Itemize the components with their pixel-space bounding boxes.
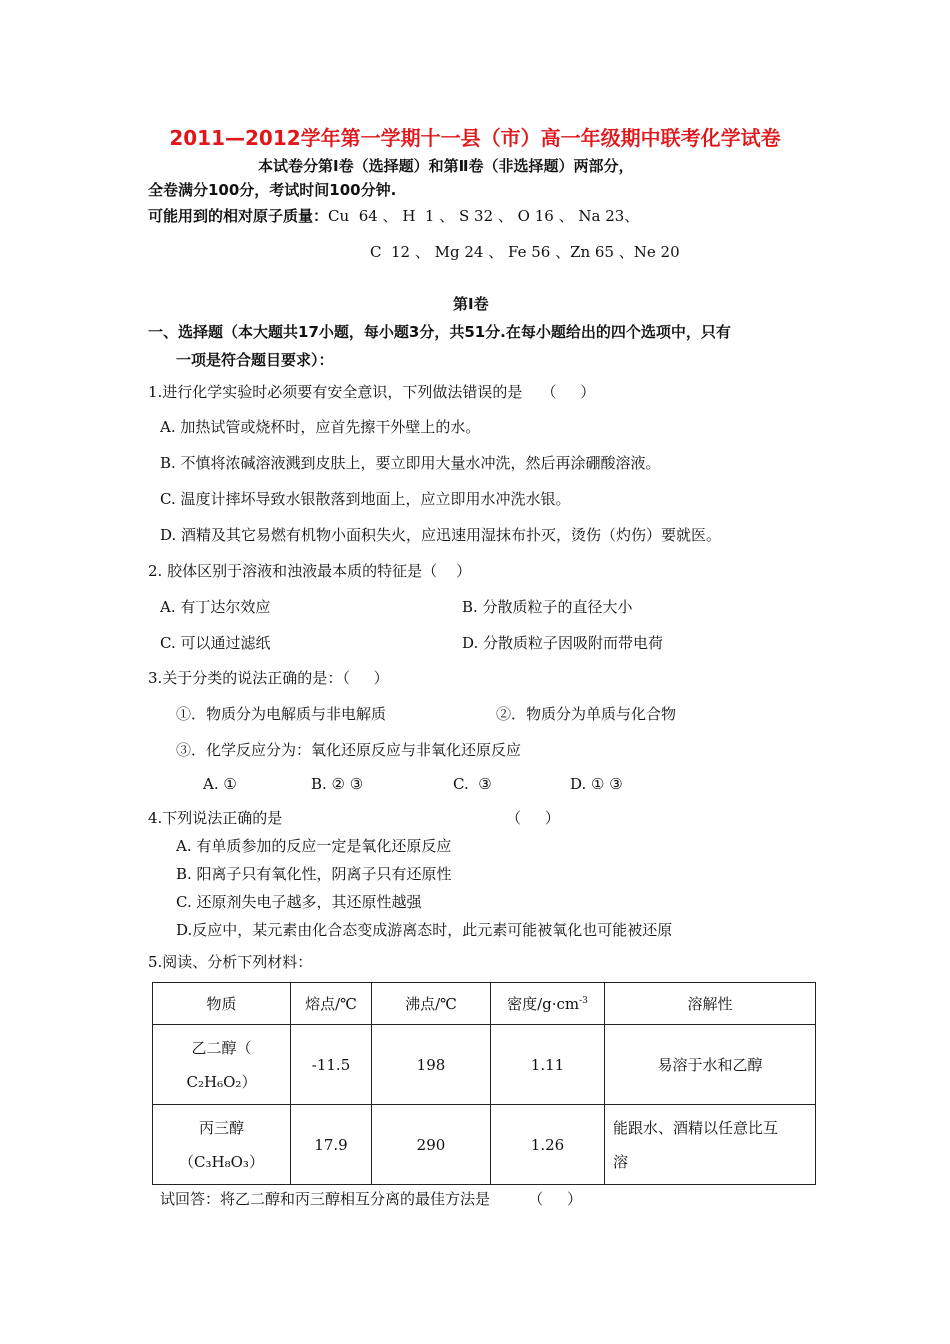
- row1-melting-point: -11.5: [291, 1025, 372, 1105]
- q4-answer-paren: （ ）: [506, 809, 560, 827]
- row1-substance-name: 乙二醇（: [191, 1038, 252, 1057]
- q2-option-d: D. 分散质粒子因吸附而带电荷: [462, 634, 664, 652]
- row2-density: 1.26: [491, 1105, 605, 1185]
- row1-substance-formula: C₂H₆O₂）: [186, 1072, 257, 1091]
- q4-option-c: C. 还原剂失电子越多，其还原性越强: [176, 893, 422, 911]
- q1-stem: 1.进行化学实验时必须要有安全意识，下列做法错误的是 （ ）: [148, 383, 596, 401]
- table-row: [153, 1105, 816, 1185]
- q3-stem: 3.关于分类的说法正确的是：（ ）: [148, 669, 389, 687]
- table-row: [153, 1025, 816, 1105]
- q2-option-a: A. 有丁达尔效应: [160, 598, 271, 616]
- row2-solubility-line-1: 能跟水、酒精以任意比互: [613, 1118, 779, 1137]
- atomic-masses-label: 可能用到的相对原子质量：: [148, 207, 329, 225]
- q1-option-c: C. 温度计摔坏导致水银散落到地面上，应立即用水冲洗水银。: [160, 490, 571, 508]
- header-melting-point: 熔点/℃: [291, 983, 372, 1025]
- exam-title: 2011—2012学年第一学期十一县（市）高一年级期中联考化学试卷: [169, 126, 781, 150]
- row2-substance-formula: （C₃H₈O₃）: [179, 1152, 264, 1171]
- q5-question: 试回答：将乙二醇和丙三醇相互分离的最佳方法是 （ ）: [160, 1190, 582, 1208]
- q3-statement-2: ②．物质分为单质与化合物: [496, 705, 677, 723]
- row2-solubility: [605, 1105, 816, 1185]
- q2-stem: 2. 胶体区别于溶液和浊液最本质的特征是（ ）: [148, 562, 472, 580]
- q1-option-d: D. 酒精及其它易燃有机物小面积失火，应迅速用湿抹布扑灭，烫伤（灼伤）要就医。: [160, 526, 722, 544]
- header-density-exponent: -3: [579, 996, 588, 1006]
- q3-statement-1: ①．物质分为电解质与非电解质: [176, 705, 387, 723]
- q2-option-b: B. 分散质粒子的直径大小: [462, 598, 633, 616]
- materials-table: [152, 982, 816, 1185]
- header-boiling-point: 沸点/℃: [372, 983, 491, 1025]
- q3-statement-3: ③．化学反应分为：氧化还原反应与非氧化还原反应: [176, 741, 522, 759]
- q4-option-d: D.反应中，某元素由化合态变成游离态时，此元素可能被氧化也可能被还原: [176, 921, 673, 939]
- q4-option-a: A. 有单质参加的反应一定是氧化还原反应: [176, 837, 452, 855]
- row2-melting-point: 17.9: [291, 1105, 372, 1185]
- header-solubility: 溶解性: [605, 983, 816, 1025]
- header-density-label: 密度/g·cm: [507, 995, 580, 1013]
- q4-stem: 4.下列说法正确的是: [148, 809, 283, 827]
- atomic-masses-line-2: C 12 、 Mg 24 、 Fe 56 、Zn 65 、Ne 20: [370, 243, 680, 261]
- q4-option-b: B. 阳离子只有氧化性，阴离子只有还原性: [176, 865, 452, 883]
- row1-solubility: 易溶于水和乙醇: [605, 1025, 816, 1105]
- part-instructions-line-2: 一项是符合题目要求）：: [176, 351, 334, 369]
- q2-option-c: C. 可以通过滤纸: [160, 634, 271, 652]
- q3-option-b: B. ② ③: [311, 775, 364, 793]
- section-title: 第Ⅰ卷: [453, 295, 489, 313]
- row2-substance-name: 丙三醇: [198, 1118, 244, 1137]
- row2-solubility-line-2: 溶: [613, 1152, 629, 1171]
- part-instructions-line-1: 一、选择题（本大题共17小题，每小题3分，共51分.在每小题给出的四个选项中，只有: [148, 323, 731, 341]
- q5-stem: 5.阅读、分析下列材料：: [148, 953, 313, 971]
- q3-option-a: A. ①: [203, 775, 237, 793]
- table-header-row: [153, 983, 816, 1025]
- row1-substance: [153, 1025, 291, 1105]
- q1-option-b: B. 不慎将浓碱溶液溅到皮肤上，要立即用大量水冲洗，然后再涂硼酸溶液。: [160, 454, 661, 472]
- row1-boiling-point: 198: [372, 1025, 491, 1105]
- atomic-masses-line-1: [148, 205, 639, 226]
- row2-substance: [153, 1105, 291, 1185]
- q3-option-c: C. ③: [453, 775, 492, 793]
- row1-density: 1.11: [491, 1025, 605, 1105]
- atomic-masses-values-1: Cu 64 、 H 1 、 S 32 、 O 16 、 Na 23、: [328, 207, 640, 225]
- header-density: [491, 983, 605, 1025]
- q1-option-a: A. 加热试管或烧杯时，应首先擦干外壁上的水。: [160, 418, 481, 436]
- row2-boiling-point: 290: [372, 1105, 491, 1185]
- intro-line-1: 本试卷分第Ⅰ卷（选择题）和第Ⅱ卷（非选择题）两部分，: [258, 157, 634, 175]
- header-substance: 物质: [153, 983, 291, 1025]
- intro-line-2: 全卷满分100分，考试时间100分钟.: [148, 181, 397, 199]
- q3-option-d: D. ① ③: [570, 775, 623, 793]
